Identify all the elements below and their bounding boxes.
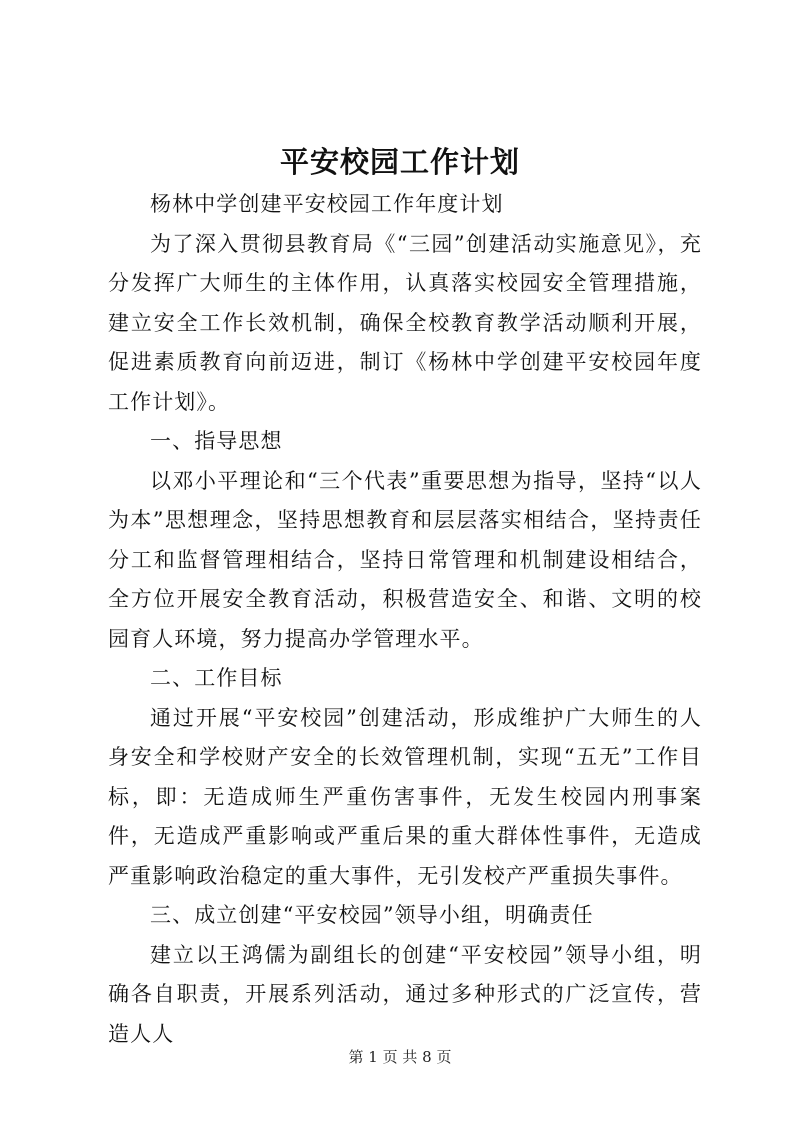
section-1-heading: 一、指导思想 (150, 429, 283, 453)
intro-paragraph: 为了深入贯彻县教育局《“三园”创建活动实施意见》，充分发挥广大师生的主体作用，认真落实校园安全管理措施，建立安全工作长效机制，确保全校教育教学活动顺利开展，促进素质教育向前迈进，制订《杨林中学创建平安校园年度工作计划》。 (108, 231, 702, 414)
section-3-heading: 三、成立创建“平安校园”领导小组，明确责任 (150, 903, 594, 927)
section-2-heading: 二、工作目标 (150, 666, 283, 690)
section-2-paragraph: 通过开展“平安校园”创建活动，形成维护广大师生的人身安全和学校财产安全的长效管理机制，实现“五无”工作目标，即：无造成师生严重伤害事件，无发生校园内刑事案件，无造成严重影响或严重后果的重大群体性事件，无造成严重影响政治稳定的重大事件，无引发校产严重损失事件。 (108, 705, 702, 888)
page-footer: 第 1 页 共 8 页 (348, 1048, 452, 1066)
section-1-paragraph: 以邓小平理论和“三个代表”重要思想为指导，坚持“以人为本”思想理念，坚持思想教育和层层落实相结合，坚持责任分工和监督管理相结合，坚持日常管理和机制建设相结合，全方位开展安全教育活动，积极营造安全、和谐、文明的校园育人环境，努力提高办学管理水平。 (108, 468, 702, 651)
section-3-paragraph: 建立以王鸿儒为副组长的创建“平安校园”领导小组，明确各自职责，开展系列活动，通过多种形式的广泛宣传，营造人人 (108, 942, 702, 1046)
document-title: 平安校园工作计划 (279, 145, 520, 179)
document-subtitle: 杨林中学创建平安校园工作年度计划 (150, 192, 504, 216)
document-body (108, 185, 702, 1054)
